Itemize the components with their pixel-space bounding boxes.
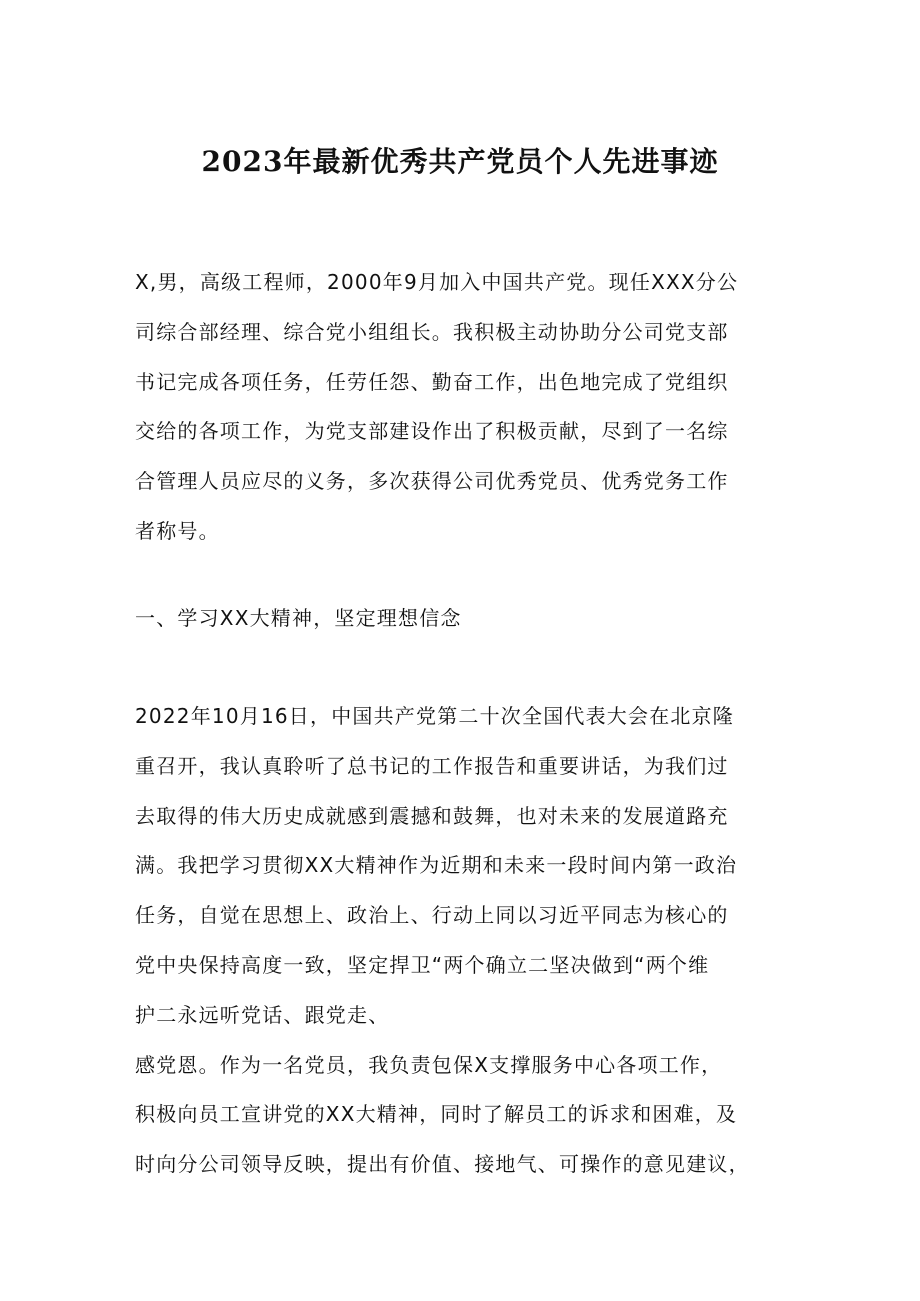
text-line: 重召开，我认真聆听了总书记的工作报告和重要讲话，为我们过 [135,753,729,778]
text-line: 时向分公司领导反映，提出有价值、接地气、可操作的意见建议， [135,1152,750,1177]
text-line: 护二永远听党话、跟党走、 [135,1002,390,1027]
text-line: 合管理人员应尽的义务，多次获得公司优秀党员、优秀党务工作 [135,469,729,494]
text-line: 满。我把学习贯彻XX大精神作为近期和未来一段时间内第一政治 [135,853,738,878]
section-heading-text: 一、学习XX大精神，坚定理想信念 [135,606,462,630]
text-line: 感党恩。作为一名党员，我负责包保X支撑服务中心各项工作， [135,1052,723,1077]
text-line: 司综合部经理、综合党小组组长。我积极主动协助分公司党支部 [135,319,729,344]
text-line: 任务，自觉在思想上、政治上、行动上同以习近平同志为核心的 [135,903,729,928]
text-line: 去取得的伟大历史成就感到震撼和鼓舞，也对未来的发展道路充 [135,803,729,828]
section-heading [135,594,795,644]
text-line: X,男，高级工程师，2000年9月加入中国共产党。现任XXX分公 [135,270,739,294]
text-line: 2022年10月16日，中国共产党第二十次全国代表大会在北京隆 [135,704,734,728]
paragraph-section-1 [135,692,795,1190]
text-line: 积极向员工宣讲党的XX大精神，同时了解员工的诉求和困难，及 [135,1102,738,1127]
paragraph-intro [135,258,795,557]
text-line: 交给的各项工作，为党支部建设作出了积极贡献，尽到了一名综 [135,419,729,444]
text-line: 书记完成各项任务，任劳任怨、勤奋工作，出色地完成了党组织 [135,369,729,394]
document-title: 2023年最新优秀共产党员个人先进事迹 [201,145,719,178]
text-line: 者称号。 [135,518,220,543]
text-line: 党中央保持高度一致，坚定捍卫“两个确立二坚决做到“两个维 [135,952,710,977]
